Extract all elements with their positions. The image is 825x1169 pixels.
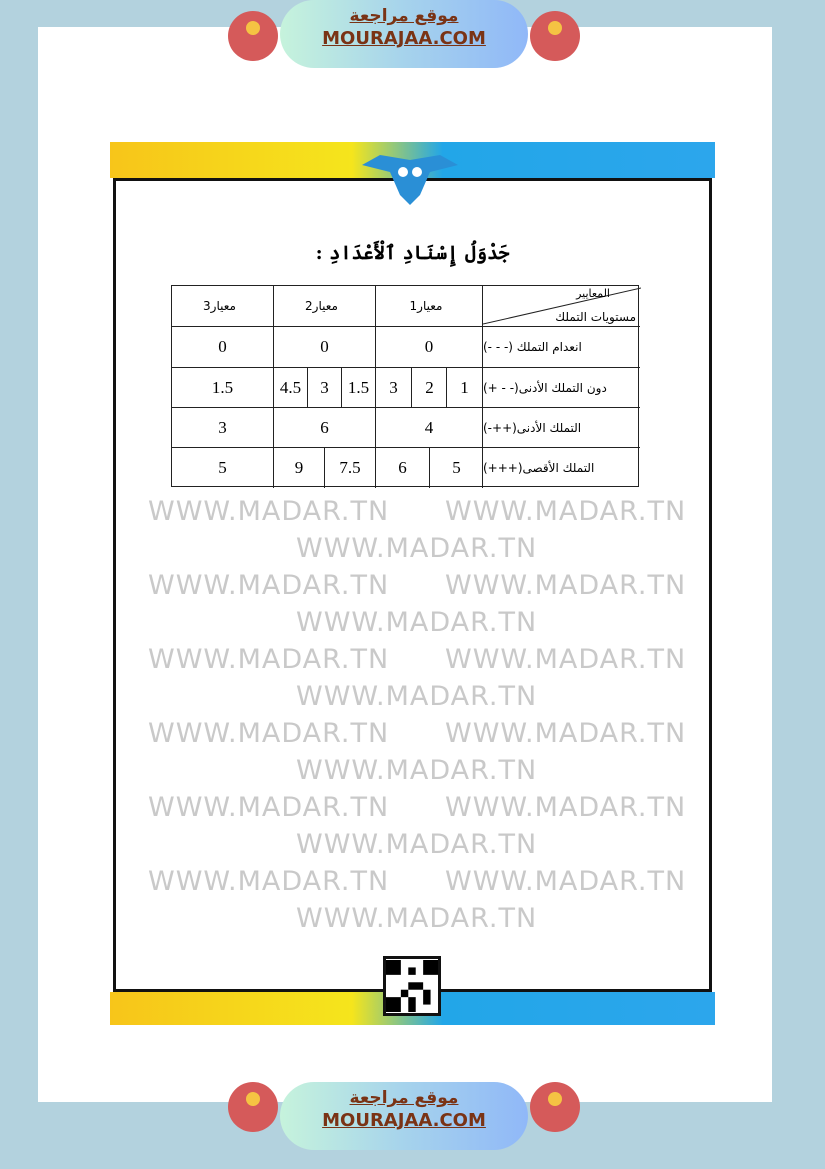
criterion-header: معيار1 xyxy=(375,286,482,326)
document-page xyxy=(110,142,715,1025)
criterion-header: معيار2 xyxy=(273,286,375,326)
score-cell: 1.5 xyxy=(172,367,273,407)
watermark-text: WWW.MADAR.TN xyxy=(296,607,538,638)
watermark-text: WWW.MADAR.TN xyxy=(296,829,538,860)
watermark-text: WWW.MADAR.TN xyxy=(445,792,687,823)
score-cell: 5 xyxy=(172,447,273,488)
top-site-banner[interactable] xyxy=(280,0,528,68)
watermark-text: WWW.MADAR.TN xyxy=(148,718,390,749)
level-label: دون التملك الأدنى(- - +) xyxy=(482,367,640,407)
score-cell: 5 xyxy=(429,447,483,488)
score-cell: 0 xyxy=(273,326,375,367)
score-cell: 1 xyxy=(446,367,482,407)
watermark-text: WWW.MADAR.TN xyxy=(148,792,390,823)
score-cell: 2 xyxy=(411,367,447,407)
qr-code-icon xyxy=(383,956,441,1016)
table-corner-header xyxy=(482,286,640,326)
watermark-text: WWW.MADAR.TN xyxy=(296,903,538,934)
score-cell: 7.5 xyxy=(324,447,375,488)
level-label: انعدام التملك (- - -) xyxy=(482,326,640,367)
watermark-text: WWW.MADAR.TN xyxy=(148,644,390,675)
level-label: التملك الأقصى(+++) xyxy=(482,447,640,488)
watermark-text: WWW.MADAR.TN xyxy=(445,570,687,601)
watermark-text: WWW.MADAR.TN xyxy=(148,570,390,601)
watermark-text: WWW.MADAR.TN xyxy=(148,866,390,897)
watermark-text: WWW.MADAR.TN xyxy=(296,533,538,564)
score-cell: 3 xyxy=(307,367,341,407)
watermark-text: WWW.MADAR.TN xyxy=(296,755,538,786)
banner-latin: MOURAJAA.COM xyxy=(322,1110,486,1131)
watermark-text: WWW.MADAR.TN xyxy=(445,718,687,749)
watermark-text: WWW.MADAR.TN xyxy=(148,496,390,527)
mourajaa-logo-badge xyxy=(530,1082,580,1132)
score-cell: 3 xyxy=(172,407,273,447)
corner-criteria-label: المعايير xyxy=(576,287,610,300)
grading-table xyxy=(171,285,639,487)
banner-latin: MOURAJAA.COM xyxy=(322,28,486,49)
score-cell: 9 xyxy=(273,447,324,488)
level-label: التملك الأدنى(++-) xyxy=(482,407,640,447)
watermark-text: WWW.MADAR.TN xyxy=(296,681,538,712)
banner-arabic: موقع مراجعة xyxy=(349,6,459,26)
watermark-text: WWW.MADAR.TN xyxy=(445,866,687,897)
score-cell: 4 xyxy=(375,407,482,447)
score-cell: 3 xyxy=(375,367,411,407)
owl-logo-icon xyxy=(360,150,460,205)
score-cell: 6 xyxy=(273,407,375,447)
mourajaa-logo-badge xyxy=(228,11,278,61)
criterion-header: معيار3 xyxy=(203,299,236,313)
score-cell: 0 xyxy=(172,326,273,367)
score-cell: 6 xyxy=(375,447,429,488)
score-cell: 1.5 xyxy=(341,367,375,407)
mourajaa-logo-badge xyxy=(530,11,580,61)
banner-arabic: موقع مراجعة xyxy=(349,1088,459,1108)
score-cell: 0 xyxy=(375,326,482,367)
document-title: جَدْوَلُ إِسْنَادِ ٱلْأَعْدَادِ : xyxy=(315,242,510,264)
bottom-site-banner[interactable] xyxy=(280,1082,528,1150)
score-cell: 4.5 xyxy=(273,367,307,407)
watermark-text: WWW.MADAR.TN xyxy=(445,644,687,675)
mourajaa-logo-badge xyxy=(228,1082,278,1132)
watermark-text: WWW.MADAR.TN xyxy=(445,496,687,527)
corner-levels-label: مستويات التملك xyxy=(555,310,636,324)
